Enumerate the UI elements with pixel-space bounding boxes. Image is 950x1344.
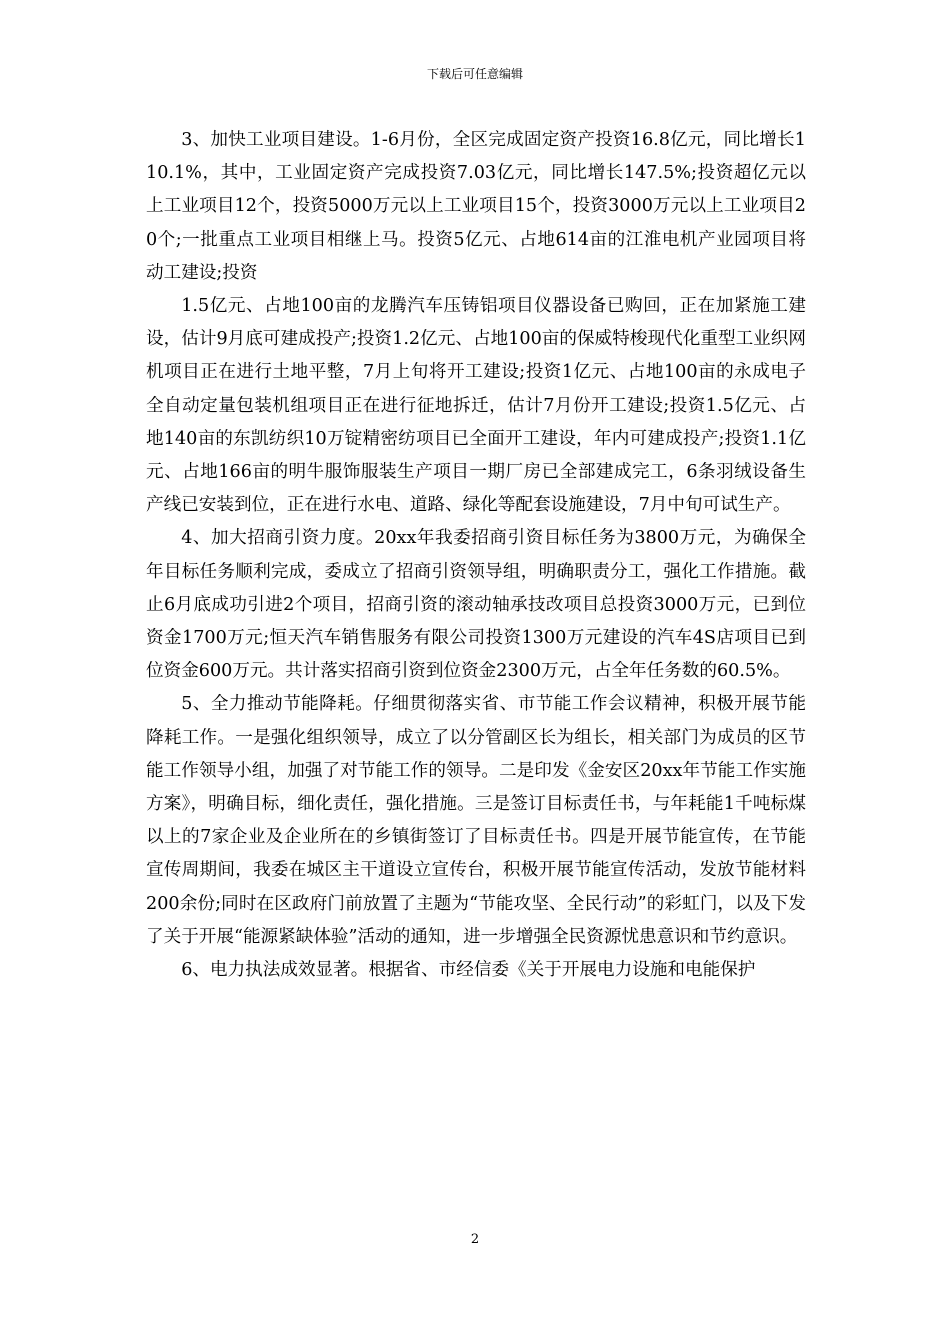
paragraph-project-details: 1.5亿元、占地100亩的龙腾汽车压铸铝项目仪器设备已购回，正在加紧施工建设，估计9月底可建成投产;投资1.2亿元、占地100亩的保威特梭现代化重型工业织网机项目正在进行土地平整，7月上旬将开工建设;投资1亿元、占地100亩的永成电子全自动定量包装机组项目正在进行征地拆迁，估计7月份开工建设;投资1.5亿元、占地140亩的东凯纺织10万锭精密纺项目已全面开工建设，年内可建成投产;投资1.1亿元、占地166亩的明牛服饰服装生产项目一期厂房已全部建成完工，6条羽绒设备生产线已安装到位，正在进行水电、道路、绿化等配套设施建设，7月中旬可试生产。 (146, 296, 806, 516)
paragraph-industrial-projects: 3、加快工业项目建设。1-6月份，全区完成固定资产投资16.8亿元，同比增长110.1%，其中，工业固定资产完成投资7.03亿元，同比增长147.5%;投资超亿元以上工业项目12个，投资5000万元以上工业项目15个，投资3000万元以上工业项目20个;一批重点工业项目相继上马。投资5亿元、占地614亩的江淮电机产业园项目将动工建设;投资 (146, 130, 806, 283)
page-header-note: 下载后可任意编辑 (426, 67, 523, 81)
document-body (146, 124, 806, 987)
page-number: 2 (470, 1232, 480, 1247)
paragraph-power-enforcement: 6、电力执法成效显著。根据省、市经信委《关于开展电力设施和电能保护 (181, 960, 756, 981)
paragraph-investment-promotion: 4、加大招商引资力度。20xx年我委招商引资目标任务为3800万元，为确保全年目标任务顺利完成，委成立了招商引资领导组，明确职责分工，强化工作措施。截止6月底成功引进2个项目，招商引资的滚动轴承技改项目总投资3000万元，已到位资金1700万元;恒天汽车销售服务有限公司投资1300万元建设的汽车4S店项目已到位资金600万元。共计落实招商引资到位资金2300万元，占全年任务数的60.5%。 (146, 528, 806, 682)
paragraph-energy-saving: 5、全力推动节能降耗。仔细贯彻落实省、市节能工作会议精神，积极开展节能降耗工作。一是强化组织领导，成立了以分管副区长为组长，相关部门为成员的区节能工作领导小组，加强了对节能工作的领导。二是印发《金安区20xx年节能工作实施方案》，明确目标，细化责任，强化措施。三是签订目标责任书，与年耗能1千吨标煤以上的7家企业及企业所在的乡镇街签订了目标责任书。四是开展节能宣传，在节能宣传周期间，我委在城区主干道设立宣传台，积极开展节能宣传活动，发放节能材料200余份;同时在区政府门前放置了主题为“节能攻坚、全民行动”的彩虹门，以及下发了关于开展“能源紧缺体验”活动的通知，进一步增强全民资源忧患意识和节约意识。 (146, 694, 806, 947)
